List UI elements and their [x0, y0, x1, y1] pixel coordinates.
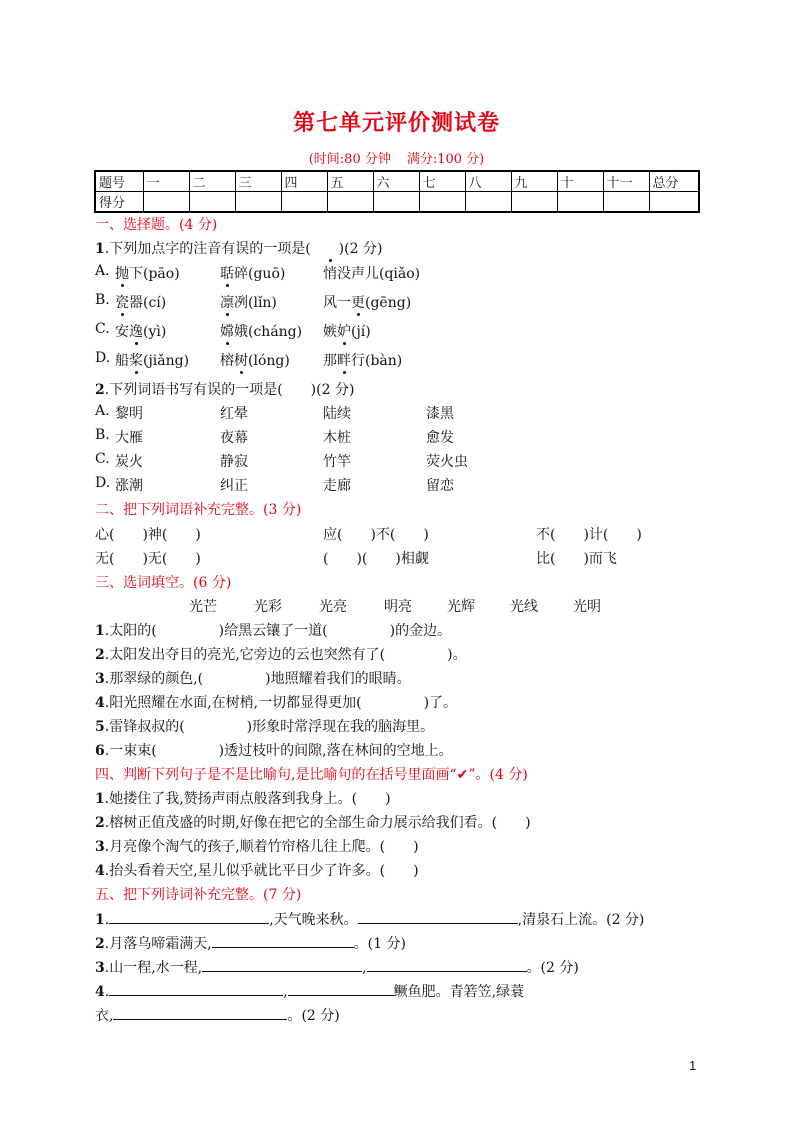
poem-item-4: 4. , 鳜鱼肥。青箬笠,绿蓑	[95, 980, 524, 1001]
question-number: 1	[95, 241, 105, 257]
idiom-item[interactable]: 无( )无( )	[95, 551, 201, 567]
option-label: D.	[95, 350, 111, 366]
header-cell: 八	[465, 171, 511, 192]
dotted-char: 抛	[115, 263, 129, 283]
answer-line[interactable]	[113, 1004, 287, 1020]
option-label: C.	[95, 321, 110, 337]
idiom-item[interactable]: 心( )神( )	[95, 527, 201, 543]
dotted-char: 嫦	[220, 321, 234, 341]
poem-item-1: 1. ,天气晚来秋。 ,清泉石上流。(2 分)	[95, 908, 644, 929]
question-number: 2	[95, 382, 105, 398]
poem-item-2: 2.月落乌啼霜满天, 。(1 分)	[95, 932, 406, 953]
question-1-1	[95, 238, 382, 258]
word-bank	[95, 596, 695, 616]
score-cell[interactable]	[189, 192, 235, 213]
page-title: 第七单元评价测试卷	[292, 110, 500, 136]
header-cell: 三	[235, 171, 281, 192]
score-cell[interactable]	[603, 192, 649, 213]
score-cell[interactable]	[143, 192, 189, 213]
section-5-heading: 五、把下列诗词补充完整。(7 分)	[95, 887, 302, 903]
option-label: B.	[95, 292, 110, 308]
header-cell: 六	[373, 171, 419, 192]
score-cell[interactable]	[327, 192, 373, 213]
score-table	[94, 170, 700, 213]
option-1d[interactable]: D. 船桨(jiǎng) 榕树(lóng) 那畔行(bàn)	[95, 350, 403, 369]
answer-line[interactable]	[202, 956, 362, 972]
score-cell[interactable]	[373, 192, 419, 213]
dotted-char: 桨	[129, 350, 143, 370]
full-score: 满分:100 分)	[406, 152, 485, 167]
header-cell: 七	[419, 171, 465, 192]
header-cell: 题号	[95, 171, 143, 192]
dotted-char: 凛	[220, 292, 234, 312]
score-table-header-row	[95, 171, 699, 192]
header-cell: 四	[281, 171, 327, 192]
option-2a[interactable]: A. 黎明 红晕 陆续 漆黑	[95, 403, 454, 422]
fill-item-6: 6.一束束( )透过枝叶的间隙,落在林间的空地上。	[95, 743, 453, 759]
page-number: 1	[689, 1058, 697, 1073]
score-cell[interactable]	[235, 192, 281, 213]
poem-item-3: 3.山一程,水一程, , 。(2 分)	[95, 956, 579, 977]
header-cell: 十一	[603, 171, 649, 192]
word-option: 光亮	[319, 599, 347, 615]
option-1a[interactable]: A. 抛下(pāo) 聒碎(guō) 悄没声儿(qiǎo)	[95, 263, 421, 282]
answer-line[interactable]	[109, 908, 269, 924]
score-cell[interactable]	[649, 192, 699, 213]
word-option: 光辉	[447, 599, 475, 615]
word-option: 光彩	[254, 599, 282, 615]
time-limit: (时间:80 分钟	[308, 152, 391, 167]
header-cell: 九	[511, 171, 557, 192]
option-2b[interactable]: B. 大雁 夜幕 木桩 愈发	[95, 427, 454, 446]
answer-line[interactable]	[367, 956, 527, 972]
idiom-row-2	[95, 548, 695, 568]
dotted-char: 树	[234, 350, 248, 370]
score-row-label: 得分	[95, 192, 143, 213]
answer-line[interactable]	[288, 980, 394, 996]
option-1c[interactable]: C. 安逸(yì) 嫦娥(cháng) 嫉妒(jí)	[95, 321, 371, 340]
answer-line[interactable]	[109, 980, 283, 996]
idiom-item[interactable]: 比( )而飞	[536, 551, 617, 567]
option-2c[interactable]: C. 炭火 静寂 竹竿 荧火虫	[95, 451, 468, 470]
dotted-char: 更	[351, 292, 365, 312]
judge-item-3[interactable]: 3.月亮像个淘气的孩子,顺着竹帘格儿往上爬。( )	[95, 839, 419, 855]
judge-item-4[interactable]: 4.抬头看着天空,星儿似乎就比平日少了许多。( )	[95, 863, 419, 879]
dotted-char: 畔	[337, 350, 351, 370]
section-3-heading: 三、选词填空。(6 分)	[95, 575, 232, 591]
idiom-row-1	[95, 524, 695, 544]
question-text: .下列词语书写有误的一项是( )(2 分)	[104, 382, 355, 398]
judge-item-2[interactable]: 2.榕树正值茂盛的时期,好像在把它的全部生命力展示给我们看。( )	[95, 815, 531, 831]
word-option: 明亮	[384, 599, 412, 615]
section-2-heading: 二、把下列词语补充完整。(3 分)	[95, 502, 302, 518]
word-option: 光明	[573, 599, 601, 615]
score-table-score-row	[95, 192, 699, 213]
word-option: 光芒	[189, 599, 217, 615]
idiom-item[interactable]: ( )( )相觑	[323, 551, 429, 567]
dotted-char: 逸	[129, 321, 143, 341]
poem-item-4-cont: 衣, 。(2 分)	[95, 1004, 340, 1025]
score-cell[interactable]	[281, 192, 327, 213]
idiom-item[interactable]: 不( )计( )	[536, 527, 642, 543]
option-2d[interactable]: D. 涨潮 纠正 走廊 留恋	[95, 475, 454, 494]
fill-item-4: 4.阳光照耀在水面,在树梢,一切都显得更加( )了。	[95, 695, 458, 711]
answer-line[interactable]	[212, 932, 354, 948]
header-cell: 二	[189, 171, 235, 192]
option-label: A.	[95, 263, 110, 279]
fill-item-5: 5.雷锋叔叔的( )形象时常浮现在我的脑海里。	[95, 719, 435, 735]
dotted-char: 悄	[323, 263, 337, 283]
exam-info	[0, 148, 793, 167]
fill-item-3: 3.那翠绿的颜色,( )地照耀着我们的眼睛。	[95, 671, 411, 687]
fill-item-1: 1.太阳的( )给黑云镶了一道( )的金边。	[95, 623, 452, 639]
dotted-char: 瓷	[115, 292, 129, 312]
header-cell: 一	[143, 171, 189, 192]
question-1-2	[95, 379, 354, 399]
score-cell[interactable]	[511, 192, 557, 213]
question-text: .下列加点字的注音有误的一项是( )(2 分)	[104, 241, 383, 257]
word-option: 光线	[510, 599, 538, 615]
section-1-heading: 一、选择题。(4 分)	[95, 217, 218, 233]
dotted-char: 妒	[337, 321, 351, 341]
idiom-item[interactable]: 应( )不( )	[323, 527, 429, 543]
answer-line[interactable]	[358, 908, 518, 924]
header-cell: 十	[557, 171, 603, 192]
fill-item-2: 2.太阳发出夺目的亮光,它旁边的云也突然有了( )。	[95, 647, 467, 663]
dotted-char: 聒	[220, 263, 234, 283]
score-cell[interactable]	[557, 192, 603, 213]
score-cell[interactable]	[465, 192, 511, 213]
header-cell: 五	[327, 171, 373, 192]
option-1b[interactable]: B. 瓷器(cí) 凛冽(lǐn) 风一更(gēng)	[95, 292, 412, 311]
header-cell: 总分	[649, 171, 699, 192]
judge-item-1[interactable]: 1.她搂住了我,赞扬声雨点般落到我身上。( )	[95, 791, 391, 807]
section-4-heading: 四、判断下列句子是不是比喻句,是比喻句的在括号里面画“✔”。(4 分)	[95, 767, 528, 783]
score-cell[interactable]	[419, 192, 465, 213]
